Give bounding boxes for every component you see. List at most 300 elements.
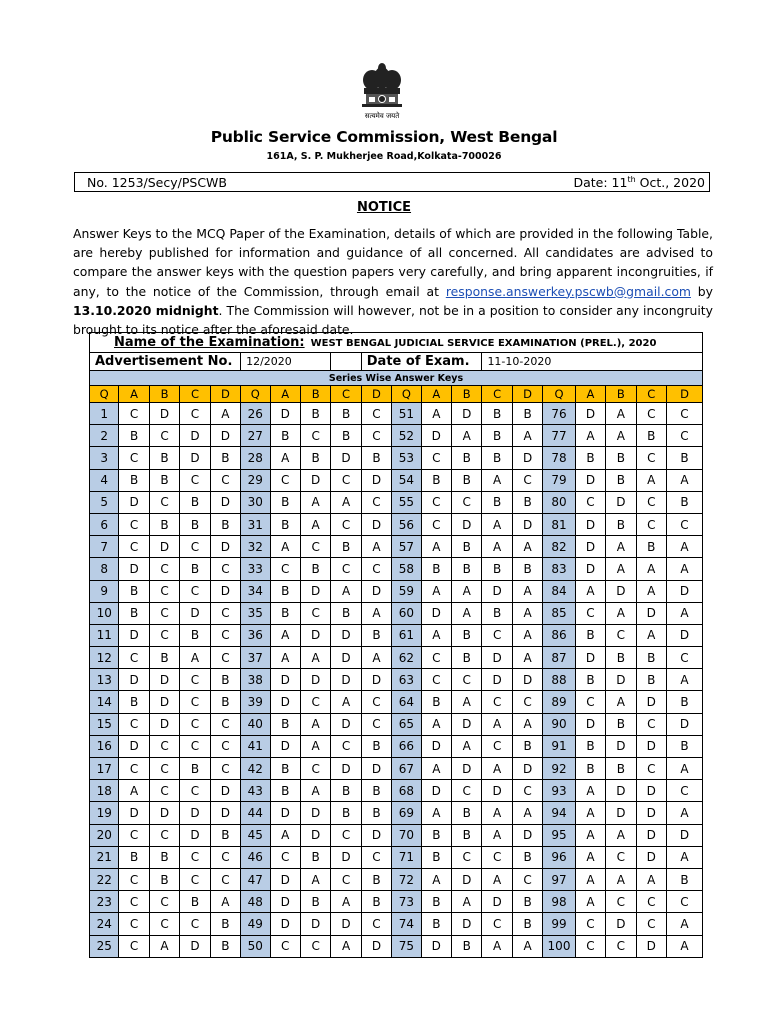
answer-cell: C: [180, 846, 210, 868]
answer-cell: B: [667, 447, 703, 469]
question-number: 43: [241, 780, 270, 802]
answer-cell: A: [512, 647, 542, 669]
answer-cell: D: [452, 868, 482, 890]
answer-cell: C: [421, 491, 451, 513]
answer-cell: B: [606, 513, 636, 535]
column-header-option: D: [210, 386, 240, 403]
table-row: [90, 513, 703, 535]
answer-cell: D: [606, 580, 636, 602]
answer-cell: C: [149, 624, 179, 646]
answer-cell: B: [119, 425, 149, 447]
question-number: 95: [543, 824, 575, 846]
answer-cell: C: [667, 780, 703, 802]
table-row: [90, 913, 703, 935]
question-number: 97: [543, 868, 575, 890]
question-number: 26: [241, 403, 270, 425]
column-header-option: C: [331, 386, 361, 403]
answer-cell: B: [270, 425, 300, 447]
answer-cell: C: [149, 491, 179, 513]
answer-cell: B: [452, 647, 482, 669]
answer-cell: D: [421, 935, 451, 957]
answer-cell: D: [575, 536, 605, 558]
column-header-option: C: [180, 386, 210, 403]
answer-cell: D: [512, 824, 542, 846]
answer-cell: A: [270, 536, 300, 558]
table-row: [90, 802, 703, 824]
answer-cell: A: [210, 403, 240, 425]
answer-cell: D: [210, 425, 240, 447]
question-number: 50: [241, 935, 270, 957]
answer-cell: B: [421, 891, 451, 913]
answer-cell: D: [606, 669, 636, 691]
answer-cell: C: [636, 713, 666, 735]
question-number: 35: [241, 602, 270, 624]
answer-cell: C: [119, 713, 149, 735]
answer-cell: C: [180, 735, 210, 757]
answer-cell: D: [512, 758, 542, 780]
question-number: 68: [392, 780, 421, 802]
answer-cell: C: [361, 691, 391, 713]
answer-cell: C: [119, 891, 149, 913]
answer-cell: C: [606, 891, 636, 913]
answer-cell: D: [512, 513, 542, 535]
question-number: 75: [392, 935, 421, 957]
answer-cell: D: [452, 758, 482, 780]
answer-cell: D: [331, 913, 361, 935]
answer-cell: B: [361, 780, 391, 802]
answer-cell: A: [210, 891, 240, 913]
answer-cell: C: [149, 558, 179, 580]
emblem-motto: सत्यमेव जयते: [364, 112, 400, 120]
answer-cell: B: [512, 558, 542, 580]
answer-cell: A: [575, 824, 605, 846]
table-row: [90, 691, 703, 713]
answer-cell: C: [575, 491, 605, 513]
answer-cell: B: [606, 469, 636, 491]
answer-cell: B: [452, 824, 482, 846]
table-row: [90, 403, 703, 425]
notice-title: NOTICE: [356, 200, 412, 215]
answer-cell: B: [270, 758, 300, 780]
answer-cell: C: [331, 824, 361, 846]
answer-cell: B: [361, 868, 391, 890]
answer-cell: A: [512, 425, 542, 447]
answer-cell: B: [482, 447, 512, 469]
answer-cell: A: [300, 868, 330, 890]
answer-cell: D: [270, 802, 300, 824]
answer-cell: C: [575, 602, 605, 624]
answer-cell: B: [452, 624, 482, 646]
answer-cell: C: [180, 669, 210, 691]
answer-cell: A: [606, 425, 636, 447]
answer-cell: A: [606, 536, 636, 558]
question-number: 89: [543, 691, 575, 713]
advertisement-spacer: [331, 353, 361, 371]
question-number: 99: [543, 913, 575, 935]
answer-cell: C: [667, 513, 703, 535]
answer-cell: A: [667, 536, 703, 558]
answer-cell: B: [421, 846, 451, 868]
question-number: 48: [241, 891, 270, 913]
answer-cell: C: [270, 846, 300, 868]
answer-cell: B: [512, 891, 542, 913]
answer-cell: D: [180, 802, 210, 824]
question-number: 55: [392, 491, 421, 513]
question-number: 90: [543, 713, 575, 735]
answer-cell: C: [210, 868, 240, 890]
answer-cell: B: [119, 691, 149, 713]
answer-cell: A: [606, 824, 636, 846]
question-number: 74: [392, 913, 421, 935]
answer-cell: D: [512, 447, 542, 469]
answer-cell: A: [452, 580, 482, 602]
organization-name: Public Service Commission, West Bengal: [210, 128, 558, 146]
answer-cell: A: [421, 580, 451, 602]
answer-cell: D: [149, 536, 179, 558]
answer-cell: C: [606, 846, 636, 868]
answer-cell: A: [119, 780, 149, 802]
answer-cell: C: [119, 758, 149, 780]
answer-cell: A: [482, 802, 512, 824]
answer-cell: B: [210, 513, 240, 535]
series-title-row: [90, 371, 703, 386]
answer-cell: A: [482, 935, 512, 957]
answer-cell: D: [606, 735, 636, 757]
answer-cell: D: [667, 824, 703, 846]
answer-cell: D: [180, 425, 210, 447]
answer-cell: D: [149, 403, 179, 425]
question-number: 98: [543, 891, 575, 913]
question-number: 53: [392, 447, 421, 469]
answer-cell: A: [300, 647, 330, 669]
answer-cell: C: [482, 624, 512, 646]
answer-cell: C: [482, 913, 512, 935]
answer-cell: C: [421, 647, 451, 669]
exam-name-cell: [90, 333, 703, 353]
answer-cell: A: [606, 691, 636, 713]
answer-cell: A: [575, 846, 605, 868]
answer-cell: A: [361, 647, 391, 669]
question-number: 77: [543, 425, 575, 447]
answer-cell: B: [210, 913, 240, 935]
answer-cell: D: [361, 580, 391, 602]
question-number: 17: [90, 758, 119, 780]
answer-cell: A: [512, 713, 542, 735]
answer-cell: A: [421, 536, 451, 558]
exam-name-row: [90, 333, 703, 353]
answer-cell: B: [361, 891, 391, 913]
answer-cell: C: [512, 868, 542, 890]
answer-cell: D: [331, 624, 361, 646]
question-number: 87: [543, 647, 575, 669]
answer-cell: B: [300, 558, 330, 580]
answer-cell: A: [421, 758, 451, 780]
answer-cell: A: [180, 647, 210, 669]
table-row: [90, 469, 703, 491]
answer-cell: D: [636, 935, 666, 957]
answer-cell: B: [210, 824, 240, 846]
column-header-option: B: [300, 386, 330, 403]
answer-cell: C: [482, 691, 512, 713]
answer-cell: C: [119, 824, 149, 846]
answer-cell: C: [180, 713, 210, 735]
answer-cell: A: [452, 602, 482, 624]
question-number: 67: [392, 758, 421, 780]
table-row: [90, 536, 703, 558]
answer-cell: A: [331, 891, 361, 913]
answer-cell: A: [482, 868, 512, 890]
answer-cell: D: [421, 602, 451, 624]
answer-cell: B: [361, 802, 391, 824]
question-number: 61: [392, 624, 421, 646]
answer-cell: C: [149, 758, 179, 780]
question-number: 86: [543, 624, 575, 646]
answer-cell: D: [636, 602, 666, 624]
answer-cell: D: [270, 891, 300, 913]
answer-cell: C: [210, 602, 240, 624]
answer-cell: D: [452, 713, 482, 735]
answer-cell: D: [270, 913, 300, 935]
answer-cell: B: [575, 447, 605, 469]
answer-cell: C: [606, 935, 636, 957]
question-number: 8: [90, 558, 119, 580]
answer-cell: A: [667, 802, 703, 824]
answer-cell: A: [421, 624, 451, 646]
answer-cell: B: [210, 935, 240, 957]
question-number: 18: [90, 780, 119, 802]
question-number: 23: [90, 891, 119, 913]
answer-cell: B: [667, 491, 703, 513]
answer-cell: A: [575, 891, 605, 913]
answer-cell: D: [361, 758, 391, 780]
answer-cell: D: [119, 558, 149, 580]
table-row: [90, 425, 703, 447]
column-header-option: A: [421, 386, 451, 403]
answer-cell: A: [636, 558, 666, 580]
exam-name-value: WEST BENGAL JUDICIAL SERVICE EXAMINATION (PREL.), 2020: [310, 338, 657, 349]
notice-text-3: . The Commission will however, not be in a position to consider any incongruity brought to its notice after the aforesaid date.: [73, 302, 713, 338]
question-number: 56: [392, 513, 421, 535]
answer-cell: B: [575, 735, 605, 757]
answer-cell: D: [606, 802, 636, 824]
answer-cell: C: [119, 536, 149, 558]
answer-cell: B: [606, 758, 636, 780]
question-number: 94: [543, 802, 575, 824]
answer-cell: C: [119, 868, 149, 890]
answer-cell: B: [452, 935, 482, 957]
answer-cell: D: [606, 780, 636, 802]
answer-cell: B: [482, 425, 512, 447]
answer-cell: D: [149, 691, 179, 713]
answer-cell: C: [119, 935, 149, 957]
answer-cell: D: [421, 735, 451, 757]
question-number: 12: [90, 647, 119, 669]
notice-body: [73, 224, 713, 339]
answer-cell: C: [421, 669, 451, 691]
table-row: [90, 891, 703, 913]
answer-cell: C: [667, 647, 703, 669]
answer-cell: B: [512, 491, 542, 513]
reference-number: No. 1253/Secy/PSCWB: [87, 175, 227, 190]
answer-cell: C: [300, 758, 330, 780]
answer-cell: B: [149, 846, 179, 868]
answer-cell: B: [606, 447, 636, 469]
answer-cell: A: [361, 536, 391, 558]
question-number: 82: [543, 536, 575, 558]
column-header-option: B: [452, 386, 482, 403]
answer-cell: C: [667, 425, 703, 447]
answer-cell: D: [482, 580, 512, 602]
answer-cell: A: [482, 536, 512, 558]
answer-cell: C: [331, 868, 361, 890]
table-row: [90, 846, 703, 868]
question-number: 51: [392, 403, 421, 425]
question-number: 6: [90, 513, 119, 535]
answer-cell: D: [575, 469, 605, 491]
question-number: 2: [90, 425, 119, 447]
answer-cell: B: [331, 536, 361, 558]
question-number: 29: [241, 469, 270, 491]
answer-cell: B: [421, 824, 451, 846]
answer-cell: A: [270, 624, 300, 646]
reference-box: [74, 172, 710, 192]
answer-cell: D: [421, 780, 451, 802]
answer-cell: D: [210, 780, 240, 802]
answer-cell: B: [331, 425, 361, 447]
answer-cell: A: [452, 691, 482, 713]
question-number: 57: [392, 536, 421, 558]
answer-cell: C: [119, 913, 149, 935]
column-header-question: Q: [90, 386, 119, 403]
answer-cell: D: [331, 846, 361, 868]
answer-cell: C: [636, 513, 666, 535]
question-number: 59: [392, 580, 421, 602]
answer-cell: B: [210, 691, 240, 713]
question-number: 5: [90, 491, 119, 513]
answer-cell: D: [606, 491, 636, 513]
question-number: 30: [241, 491, 270, 513]
answer-cell: C: [361, 713, 391, 735]
question-number: 25: [90, 935, 119, 957]
answer-cell: D: [270, 691, 300, 713]
answer-cell: A: [300, 491, 330, 513]
table-row: [90, 868, 703, 890]
answer-cell: D: [575, 713, 605, 735]
answer-cell: D: [210, 536, 240, 558]
answer-cell: D: [300, 824, 330, 846]
date-superscript: th: [627, 175, 636, 184]
answer-cell: C: [575, 913, 605, 935]
answer-cell: C: [361, 558, 391, 580]
answer-cell: C: [331, 469, 361, 491]
answer-cell: B: [482, 602, 512, 624]
question-number: 73: [392, 891, 421, 913]
date-prefix: Date: 11: [573, 175, 628, 190]
answer-cell: C: [636, 403, 666, 425]
answer-cell: A: [636, 580, 666, 602]
answer-cell: B: [575, 669, 605, 691]
answer-cell: B: [119, 580, 149, 602]
email-link[interactable]: response.answerkey.pscwb@gmail.com: [445, 283, 691, 299]
answer-cell: A: [270, 824, 300, 846]
answer-cell: A: [482, 758, 512, 780]
answer-cell: C: [149, 891, 179, 913]
question-number: 52: [392, 425, 421, 447]
answer-cell: B: [606, 647, 636, 669]
answer-cell: B: [149, 647, 179, 669]
answer-cell: C: [361, 491, 391, 513]
answer-cell: D: [667, 580, 703, 602]
answer-cell: B: [482, 403, 512, 425]
answer-cell: B: [452, 447, 482, 469]
answer-cell: A: [270, 647, 300, 669]
answer-cell: C: [180, 536, 210, 558]
answer-cell: B: [636, 669, 666, 691]
answer-cell: B: [512, 735, 542, 757]
answer-cell: B: [636, 647, 666, 669]
answer-cell: A: [606, 403, 636, 425]
answer-cell: A: [667, 935, 703, 957]
answer-cell: D: [482, 780, 512, 802]
answer-cell: C: [512, 691, 542, 713]
question-number: 41: [241, 735, 270, 757]
answer-cell: D: [210, 580, 240, 602]
question-number: 63: [392, 669, 421, 691]
answer-cell: D: [119, 669, 149, 691]
answer-cell: C: [180, 691, 210, 713]
answer-cell: B: [667, 868, 703, 890]
answer-cell: D: [575, 647, 605, 669]
question-number: 93: [543, 780, 575, 802]
answer-cell: A: [667, 602, 703, 624]
answer-cell: B: [300, 447, 330, 469]
answer-cell: D: [270, 403, 300, 425]
answer-cell: D: [452, 513, 482, 535]
advertisement-row: [90, 353, 703, 371]
answer-key-table: [89, 332, 703, 958]
answer-cell: B: [452, 802, 482, 824]
answer-cell: B: [512, 403, 542, 425]
question-number: 100: [543, 935, 575, 957]
column-header-option: B: [606, 386, 636, 403]
answer-cell: C: [180, 580, 210, 602]
answer-cell: D: [361, 669, 391, 691]
answer-cell: B: [636, 425, 666, 447]
question-number: 32: [241, 536, 270, 558]
question-number: 7: [90, 536, 119, 558]
question-number: 58: [392, 558, 421, 580]
question-number: 11: [90, 624, 119, 646]
answer-cell: D: [300, 580, 330, 602]
table-row: [90, 935, 703, 957]
answer-cell: C: [270, 469, 300, 491]
answer-cell: A: [636, 624, 666, 646]
answer-cell: D: [149, 669, 179, 691]
answer-cell: D: [149, 713, 179, 735]
answer-cell: D: [331, 758, 361, 780]
answer-cell: B: [149, 469, 179, 491]
answer-cell: D: [636, 780, 666, 802]
answer-cell: C: [180, 913, 210, 935]
answer-cell: B: [210, 669, 240, 691]
answer-cell: D: [482, 647, 512, 669]
answer-cell: D: [482, 669, 512, 691]
question-number: 22: [90, 868, 119, 890]
table-row: [90, 780, 703, 802]
answer-cell: B: [667, 691, 703, 713]
question-number: 84: [543, 580, 575, 602]
question-number: 80: [543, 491, 575, 513]
